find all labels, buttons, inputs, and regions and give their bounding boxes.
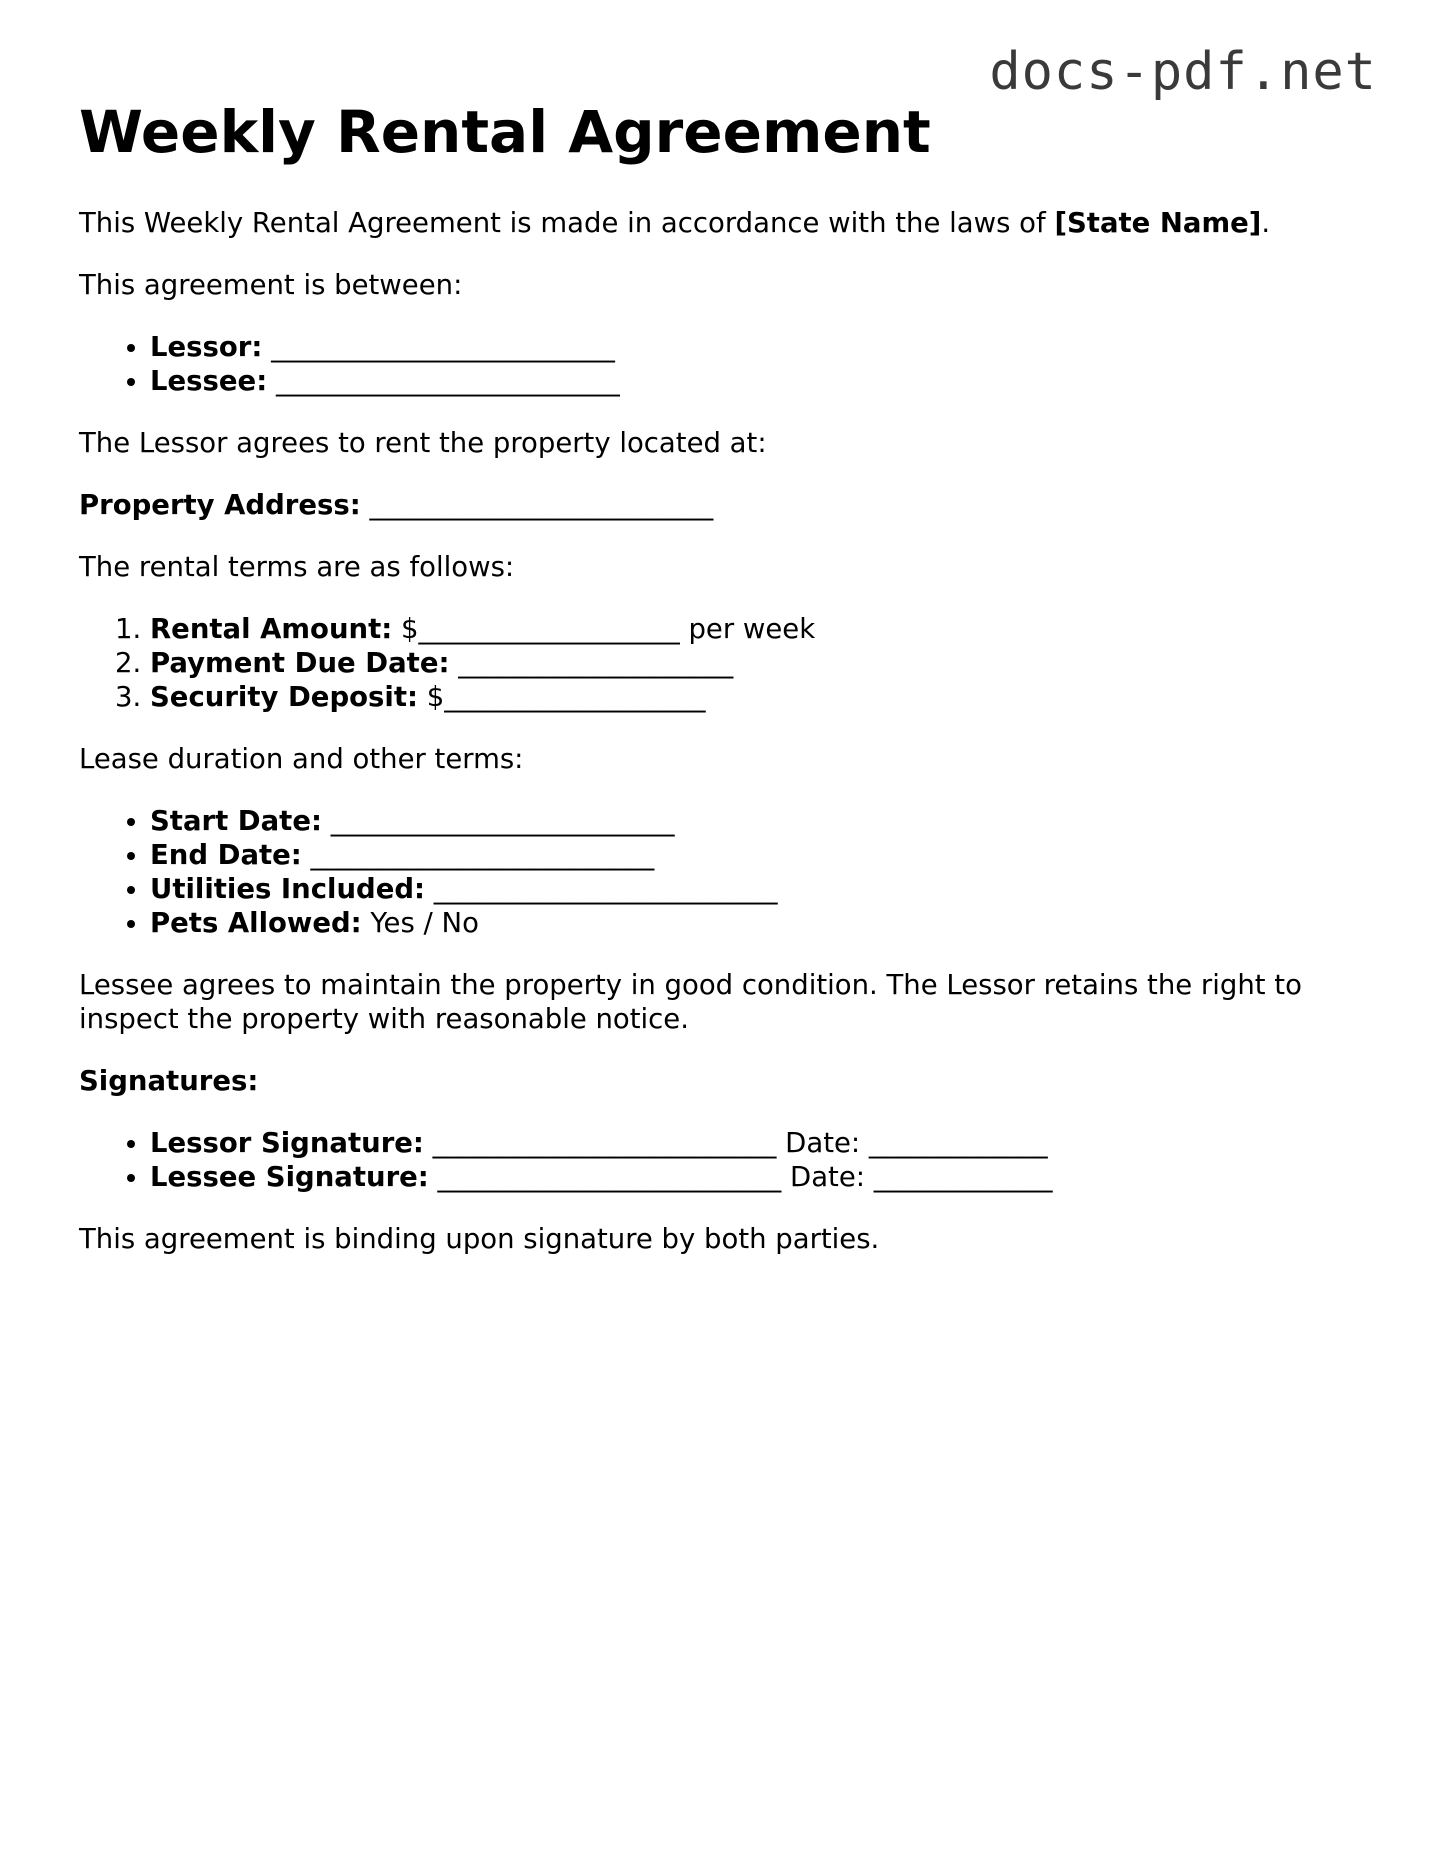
field-blank: ____________________ (449, 646, 734, 679)
list-item-pets-allowed (150, 906, 1369, 940)
signatures-list (79, 1126, 1369, 1194)
lease-intro: Lease duration and other terms: (79, 742, 524, 775)
field-blank: _________________________ Date: _____________ (423, 1126, 1048, 1159)
field-label: Lessee: (150, 364, 268, 397)
list-item-lessee (150, 364, 1369, 398)
field-blank: $___________________ per week (392, 612, 816, 645)
list-item-start-date (150, 804, 1369, 838)
field-blank: $___________________ (417, 680, 706, 713)
list-item-utilities-included (150, 872, 1369, 906)
field-label: Payment Due Date: (150, 646, 450, 679)
signatures-heading (79, 1064, 1369, 1098)
state-name-placeholder: [State Name] (1054, 206, 1262, 239)
between-text: This agreement is between: (79, 268, 463, 301)
field-blank: _________________________ (360, 488, 714, 521)
list-item-lessor (150, 330, 1369, 364)
list-item-rental-amount (150, 612, 1369, 646)
field-label: Security Deposit: (150, 680, 418, 713)
field-label: Lessor Signature: (150, 1126, 424, 1159)
maintenance-paragraph: Lessee agrees to maintain the property in good condition. The Lessor retains the right to inspect the property with reasonable notice. (79, 968, 1302, 1035)
list-item-end-date (150, 838, 1369, 872)
watermark: docs-pdf.net (989, 42, 1377, 102)
intro-end: . (1261, 206, 1271, 239)
list-item-payment-due-date (150, 646, 1369, 680)
list-item-security-deposit (150, 680, 1369, 714)
property-intro: The Lessor agrees to rent the property located at: (79, 426, 767, 459)
list-item-lessor-signature (150, 1126, 1369, 1160)
field-label: End Date: (150, 838, 302, 871)
terms-intro: The rental terms are as follows: (79, 550, 515, 583)
field-label: Utilities Included: (150, 872, 426, 905)
property-address-line (79, 488, 1369, 522)
intro-text: This Weekly Rental Agreement is made in accordance with the laws of (79, 206, 1055, 239)
field-blank: _________________________ (425, 872, 778, 905)
field-label: Rental Amount: (150, 612, 393, 645)
field-blank: _________________________ (301, 838, 655, 871)
field-label: Lessee Signature: (150, 1160, 429, 1193)
document-body (79, 98, 1369, 1284)
rental-terms-list (79, 612, 1369, 714)
field-blank: _________________________ Date: _____________ (428, 1160, 1053, 1193)
field-blank: _________________________ (262, 330, 615, 363)
signatures-heading-text: Signatures: (79, 1064, 259, 1097)
field-blank: _________________________ (267, 364, 620, 397)
intro-paragraph (79, 206, 1369, 240)
field-label: Start Date: (150, 804, 322, 837)
list-item-lessee-signature (150, 1160, 1369, 1194)
field-blank: _________________________ (321, 804, 675, 837)
parties-list (79, 330, 1369, 398)
closing-paragraph: This agreement is binding upon signature by both parties. (79, 1222, 880, 1255)
field-value: Yes / No (361, 906, 479, 939)
lease-terms-list (79, 804, 1369, 940)
field-label: Lessor: (150, 330, 263, 363)
field-label: Pets Allowed: (150, 906, 362, 939)
document-title: Weekly Rental Agreement (79, 98, 931, 166)
field-label: Property Address: (79, 488, 361, 521)
